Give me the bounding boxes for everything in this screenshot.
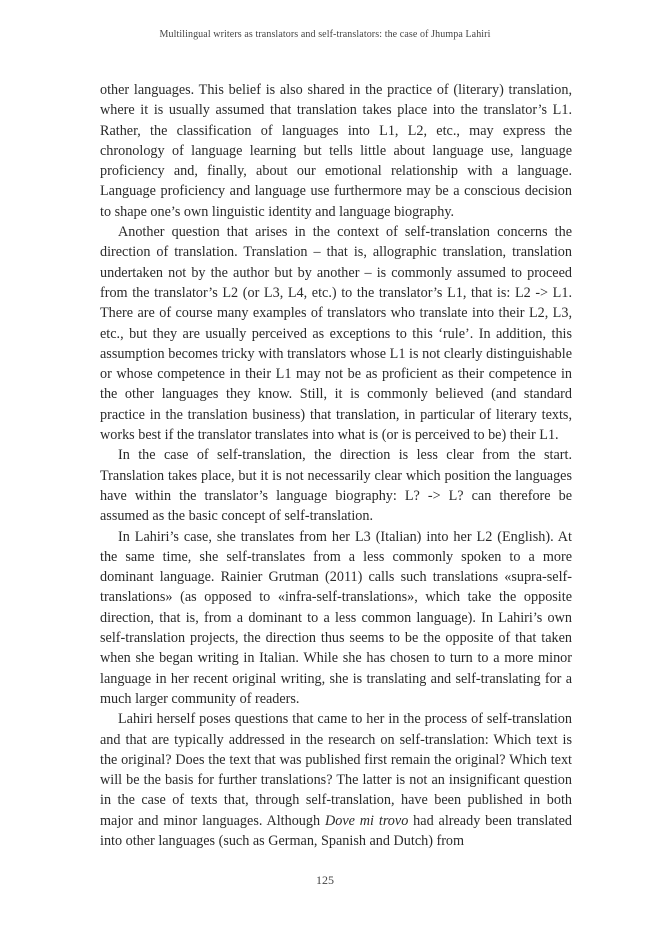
paragraph-5-text: Lahiri herself poses questions that came to her in the process of self-translation and that are typically addressed in the research on self-translation: Which text is the original? Does the text that was published first remain the original? Which text will be the basis for further translations? The latter is not an insignificant question in the case of texts that, through self-translation, have been published in both major and minor languages. Although <box>100 711 572 829</box>
paragraph-1: other languages. This belief is also shared in the practice of (literary) translation, where it is usually assumed that translation takes place into the translator’s L1. Rather, the classification of languages into L1, L2, etc., may express the chronology of language learning but tells little about language use, language proficiency and, finally, about our emotional relationship with a language. Language proficiency and language use furthermore may be a conscious decision to shape one’s own linguistic identity and language biography. <box>100 82 572 220</box>
paragraph-5-tail: had already been translated into other languages (such as German, Spanish and Dutch) from <box>100 812 572 849</box>
running-head: Multilingual writers as translators and self-translators: the case of Jhumpa Lahiri <box>159 29 491 40</box>
paragraph-5 <box>100 709 572 851</box>
book-title-dove-mi-trovo: Dove mi trovo <box>324 812 409 829</box>
page-number: 125 <box>316 873 334 887</box>
body-text <box>100 80 572 851</box>
paragraph-3: In the case of self-translation, the direction is less clear from the start. Translation takes place, but it is not necessarily clear which position the languages have within the translator’s language biography: L? -> L? can therefore be assumed as the basic concept of self-translation. <box>100 447 572 525</box>
paragraph-4: In Lahiri’s case, she translates from her L3 (Italian) into her L2 (English). At the same time, she self-translates from a less commonly spoken to a more dominant language. Rainier Grutman (2011) calls such translations «supra-self-translations» (as opposed to «infra-self-translations», which take the opposite direction, that is, from a dominant to a less common language). In Lahiri’s own self-translation projects, the direction thus seems to be the opposite of that taken when she began writing in Italian. While she has chosen to turn to a more minor language in her recent original writing, she is translating and self-translating for a much larger community of readers. <box>100 528 572 707</box>
paragraph-2: Another question that arises in the context of self-translation concerns the direction of translation. Translation – that is, allographic translation, translation undertaken not by the author but by another – is commonly assumed to proceed from the translator’s L2 (or L3, L4, etc.) to the translator’s L1, that is: L2 -> L1. There are of course many examples of translators who translate into their L2, L3, etc., but they are usually perceived as exceptions to this ‘rule’. In addition, this assumption becomes tricky with translators whose L1 is not clearly distinguishable or whose competence in their L1 may not be as proficient as their competence in the other languages they know. Still, it is commonly believed (and standard practice in the translation business) that translation, in particular of literary texts, works best if the translator translates into what is (or is perceived to be) their L1. <box>100 224 572 444</box>
